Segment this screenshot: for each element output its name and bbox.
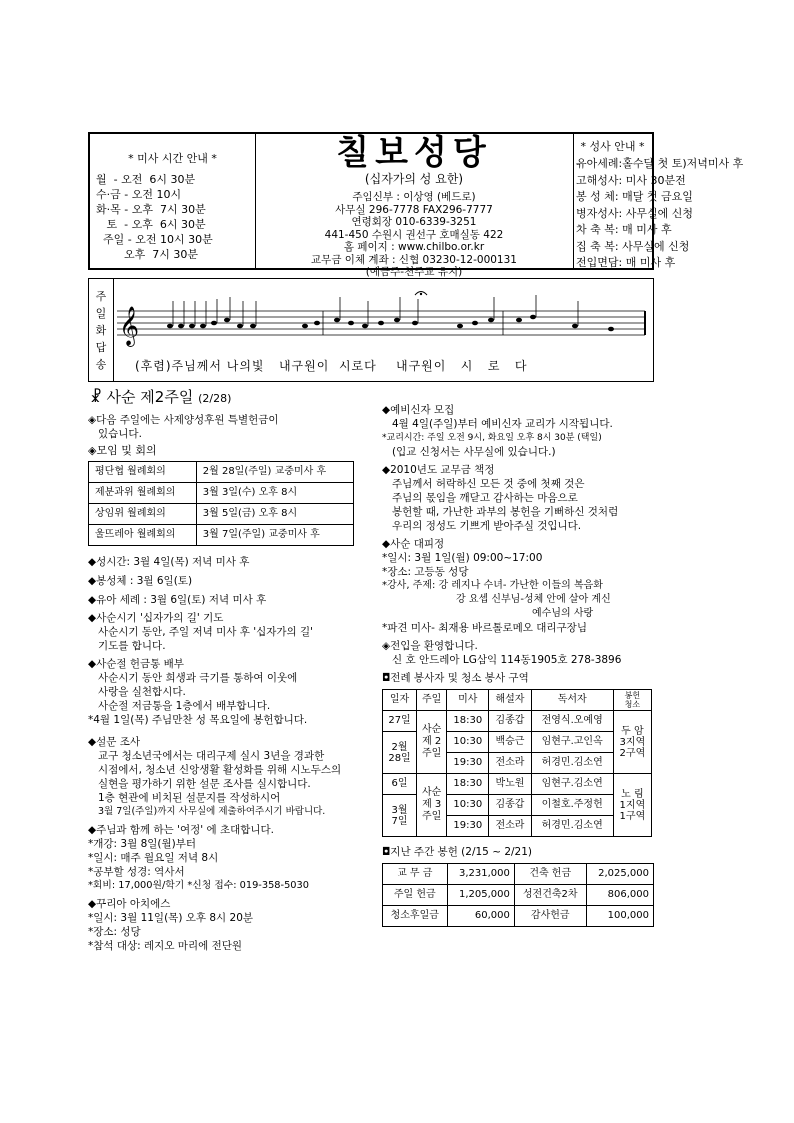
lent-line: 사순절 저금통을 1층에서 배부합니다. <box>98 700 271 712</box>
table-row <box>383 774 652 795</box>
holy-hour: ◆성시간: 3월 4일(목) 저녁 미사 후 <box>88 556 250 568</box>
table-row <box>383 711 652 732</box>
acies-line: *장소: 성당 <box>88 926 141 938</box>
mass-times-title: * 미사 시간 안내 * <box>128 152 217 165</box>
sacrament-row: 유아세례:홀수달 첫 토)저녁미사 후 <box>576 157 744 170</box>
retreat-line: *장소: 고등동 성당 <box>382 566 469 578</box>
chi-rho-icon: ☧ <box>90 388 102 406</box>
catechumen-line: *교리시간: 주일 오전 9시, 화요일 오후 8시 30분 (택일) <box>382 433 602 443</box>
cleaning-area: 노 림 1지역 1구역 <box>613 774 651 837</box>
journey-line: *회비: 17,000원/학기 *신청 접수: 019-358-5030 <box>88 880 310 891</box>
sunday-name: 사순 제2주일 <box>106 388 194 406</box>
acies-line: *일시: 3월 11일(목) 오후 8시 20분 <box>88 912 254 924</box>
service-heading: ◘전례 봉사자 및 청소 봉사 구역 <box>382 672 529 684</box>
readers: 전영식.오예영 <box>531 711 613 732</box>
column-header: 독서자 <box>531 690 613 711</box>
table-row <box>89 483 354 504</box>
meetings-heading: ◈모임 및 회의 <box>88 444 157 457</box>
mass-time-row: 토 - 오후 6시 30분 <box>96 218 206 231</box>
mass-time: 18:30 <box>447 774 489 795</box>
service-sunday: 사순 제 3 주일 <box>417 774 447 837</box>
journey-notice <box>88 823 368 893</box>
offering-amount: 3,231,000 <box>447 864 514 885</box>
psalm-side-label <box>89 279 114 381</box>
acies-line: ◆꾸리아 아치에스 <box>88 898 171 910</box>
offering-amount: 60,000 <box>447 906 514 927</box>
account-holder: (예금주-천주교 유지) <box>365 266 463 278</box>
newcomer-notice <box>382 639 654 667</box>
retreat-line: 강 요셉 신부님-성체 안에 살아 계신 <box>456 594 611 605</box>
mass-time-row: 주일 - 오전 10시 30분 <box>96 233 213 246</box>
mass-time: 19:30 <box>447 816 489 837</box>
notice-line: ◈다음 주일에는 사제양성후원 특별헌금이 <box>88 414 279 426</box>
service-date: 3월 7일 <box>383 795 417 837</box>
offering-amount: 2,025,000 <box>586 864 653 885</box>
mass-time-row: 월 - 오전 6시 30분 <box>96 173 196 186</box>
readers: 임현구.고인옥 <box>531 732 613 753</box>
infant-baptism: ◆유아 세례 : 3월 6일(토) 저녁 미사 후 <box>88 594 267 606</box>
column-header: 주일 <box>417 690 447 711</box>
notice-line: 있습니다. <box>98 428 142 440</box>
survey-line: ◆설문 조사 <box>88 736 140 748</box>
side-char: 답 <box>95 340 107 354</box>
retreat-line: *파견 미사- 최재용 바르톨로메오 대리구장님 <box>382 622 587 634</box>
mass-time: 10:30 <box>447 732 489 753</box>
sacrament-row: 봉 성 체: 매달 첫 금요일 <box>576 190 693 203</box>
lent-line: 사랑을 실천합시다. <box>98 686 186 698</box>
newcomer-line: ◈전입을 환영합니다. <box>382 640 478 652</box>
offering-label: 청소후일금 <box>383 906 448 927</box>
tithe-line: 주님의 몫임을 깨닫고 감사하는 마음으로 <box>392 492 578 504</box>
survey-line: 교구 청소년국에서는 대리구제 실시 3년을 경과한 <box>98 750 325 762</box>
column-header: 일자 <box>383 690 417 711</box>
church-panel <box>255 133 574 278</box>
retreat-line: *강사, 주제: 강 레지나 수녀- 가난한 이들의 복음화 <box>382 580 603 591</box>
sacraments-title: * 성사 안내 * <box>580 140 645 153</box>
header-box <box>88 132 744 278</box>
table-row <box>383 690 652 711</box>
stations-line: ◆사순시기 '십자가의 길' 기도 <box>88 612 224 624</box>
mass-times-panel <box>90 134 256 268</box>
survey-line: 1층 현관에 비치된 설문지를 작성하시어 <box>98 792 281 804</box>
offering-label: 주일 헌금 <box>383 885 448 906</box>
meeting-name: 상임위 월례회의 <box>89 504 197 525</box>
column-header: 미사 <box>447 690 489 711</box>
psalm-lyrics: (후렴)주님께서 나의빛 내구원이 시로다 내구원이 시 로 다 <box>135 359 528 373</box>
funeral-phone: 연령회장 010-6339-3251 <box>351 216 477 228</box>
retreat-line: 예수님의 사랑 <box>532 608 594 619</box>
responsorial-psalm-box <box>88 278 654 382</box>
table-row <box>383 906 654 927</box>
mass-time-row: 화·목 - 오후 7시 30분 <box>96 203 206 216</box>
homepage: 홈 페이지 : www.chilbo.or.kr <box>343 241 485 253</box>
sacrament-row: 차 축 복: 매 미사 후 <box>576 223 672 236</box>
catechumen-line: 4월 4일(주일)부터 예비신자 교리가 시작됩니다. <box>392 418 613 430</box>
mass-time: 10:30 <box>447 795 489 816</box>
stations-line: 기도를 합니다. <box>98 640 166 652</box>
side-char: 송 <box>95 357 107 371</box>
sacrament-row: 고해성사: 미사 30분전 <box>576 173 686 187</box>
readers: 임현구.김소연 <box>531 774 613 795</box>
retreat-line: *일시: 3월 1일(월) 09:00~17:00 <box>382 552 543 564</box>
retreat-line: ◆사순 대피정 <box>382 538 445 550</box>
lent-line: 사순시기 동안 희생과 극기를 통하여 이웃에 <box>98 672 298 684</box>
offering-label: 감사헌금 <box>514 906 586 927</box>
church-info <box>255 191 573 279</box>
tithe-line: 우리의 정성도 기쁘게 받아주실 것입니다. <box>392 520 582 532</box>
lent-box-notice <box>88 657 368 727</box>
service-date: 6일 <box>383 774 417 795</box>
music-staff <box>115 289 651 355</box>
offering-table <box>382 863 654 927</box>
pastor: 주임신부 : 이상영 (베드로) <box>352 191 476 203</box>
column-header: 해설자 <box>489 690 531 711</box>
acies-notice <box>88 897 368 953</box>
table-row <box>383 864 654 885</box>
column-header: 봉헌 청소 <box>613 690 651 711</box>
journey-line: *일시: 매주 월요일 저녁 8시 <box>88 852 219 864</box>
sacrament-row: 집 축 복: 사무실에 신청 <box>576 239 690 253</box>
home-communion: ◆봉성체 : 3월 6일(토) <box>88 575 193 587</box>
catechumen-notice <box>382 403 654 459</box>
sacraments-panel <box>573 134 744 269</box>
meeting-name: 평단협 월례회의 <box>89 462 197 483</box>
meetings-table <box>88 461 354 546</box>
meeting-time: 3월 5일(금) 오후 8시 <box>196 504 353 525</box>
offering-heading: ◘지난 주간 봉헌 (2/15 ~ 2/21) <box>382 846 533 858</box>
lent-line: *4월 1일(목) 주님만찬 성 목요일에 봉헌합니다. <box>88 714 308 726</box>
lent-line: ◆사순절 헌금통 배부 <box>88 658 184 670</box>
readers: 허경민.김소연 <box>531 816 613 837</box>
service-date: 27일 <box>383 711 417 732</box>
tithe-line: 봉헌할 때, 가난한 과부의 봉헌을 기뻐하신 것처럼 <box>392 506 619 518</box>
meeting-time: 2월 28일(주일) 교중미사 후 <box>196 462 353 483</box>
mass-time-row: 오후 7시 30분 <box>96 248 198 261</box>
offering-amount: 100,000 <box>586 906 653 927</box>
sacrament-row: 병자성사: 사무실에 신청 <box>576 206 693 220</box>
offering-amount: 806,000 <box>586 885 653 906</box>
svg-text:𝄞: 𝄞 <box>119 306 140 346</box>
stations-of-cross <box>88 611 368 653</box>
service-date: 2월 28일 <box>383 732 417 774</box>
survey-notice <box>88 735 368 819</box>
catechumen-line: (입교 신청서는 사무실에 있습니다.) <box>392 446 556 458</box>
survey-line: 실현을 평가하기 위한 설문 조사를 실시합니다. <box>98 778 311 790</box>
side-char: 주 <box>95 289 107 303</box>
acies-line: *참석 대상: 레지오 마리에 전단원 <box>88 940 242 952</box>
meeting-time: 3월 7일(주일) 교중미사 후 <box>196 525 353 546</box>
offering-amount: 1,205,000 <box>447 885 514 906</box>
side-char: 일 <box>95 306 107 320</box>
journey-line: *개강: 3월 8일(월)부터 <box>88 838 197 850</box>
church-name: 칠보성당 <box>336 133 492 173</box>
narrator: 전소라 <box>489 816 531 837</box>
tithe-notice <box>382 463 654 533</box>
right-column <box>382 400 654 927</box>
readers: 허경민.김소연 <box>531 753 613 774</box>
mass-time: 19:30 <box>447 753 489 774</box>
stations-line: 사순시기 동안, 주일 저녁 미사 후 '십자가의 길' <box>98 626 314 638</box>
bank-account: 교무금 이체 계좌 : 신협 03230-12-000131 <box>311 253 517 266</box>
tithe-line: 주님께서 허락하신 모든 것 중에 첫째 것은 <box>392 478 585 490</box>
journey-line: ◆주님과 함께 하는 '여정' 에 초대합니다. <box>88 824 275 836</box>
sunday-date: (2/28) <box>198 392 232 405</box>
left-column <box>88 410 368 953</box>
narrator: 박노원 <box>489 774 531 795</box>
sacraments-list <box>576 156 744 272</box>
office-phone: 사무실 296-7778 FAX296-7777 <box>335 203 493 216</box>
offering-label: 성전건축2차 <box>514 885 586 906</box>
meeting-time: 3월 3일(수) 오후 8시 <box>196 483 353 504</box>
newcomer-line: 신 호 안드레아 LG삼익 114동1905호 278-3896 <box>392 654 622 666</box>
narrator: 전소라 <box>489 753 531 774</box>
retreat-notice <box>382 537 654 635</box>
narrator: 김종갑 <box>489 795 531 816</box>
sunday-title <box>90 386 231 407</box>
service-sunday: 사순 제 2 주일 <box>417 711 447 774</box>
church-subtitle: (십자가의 성 요한) <box>364 172 464 186</box>
readers: 이철호.주정헌 <box>531 795 613 816</box>
special-collection-notice <box>88 413 368 441</box>
service-table <box>382 689 652 837</box>
journey-line: *공부할 성경: 역사서 <box>88 866 185 878</box>
offering-label: 교 무 금 <box>383 864 448 885</box>
mass-times-list <box>96 172 255 262</box>
meeting-name: 제분과위 월례회의 <box>89 483 197 504</box>
table-row <box>89 525 354 546</box>
survey-line: 3월 7일(주일)까지 사무실에 제출하여주시기 바랍니다. <box>98 806 326 817</box>
narrator: 백승근 <box>489 732 531 753</box>
offering-label: 건축 헌금 <box>514 864 586 885</box>
sacrament-row: 전입면담: 매 미사 후 <box>576 256 676 269</box>
table-row <box>89 462 354 483</box>
address: 441-450 수원시 권선구 호매실동 422 <box>324 228 504 241</box>
side-char: 화 <box>95 323 107 337</box>
narrator: 김종갑 <box>489 711 531 732</box>
meeting-name: 울뜨레아 월례회의 <box>89 525 197 546</box>
mass-time-row: 수·금 - 오전 10시 <box>96 188 182 201</box>
mass-time: 18:30 <box>447 711 489 732</box>
tithe-line: ◆2010년도 교무금 책정 <box>382 464 495 476</box>
survey-line: 시점에서, 청소년 신앙생활 활성화를 위해 시노두스의 <box>98 764 342 776</box>
cleaning-area: 두 암 3지역 2구역 <box>613 711 651 774</box>
table-row <box>89 504 354 525</box>
table-row <box>383 885 654 906</box>
catechumen-line: ◆예비신자 모집 <box>382 404 455 416</box>
